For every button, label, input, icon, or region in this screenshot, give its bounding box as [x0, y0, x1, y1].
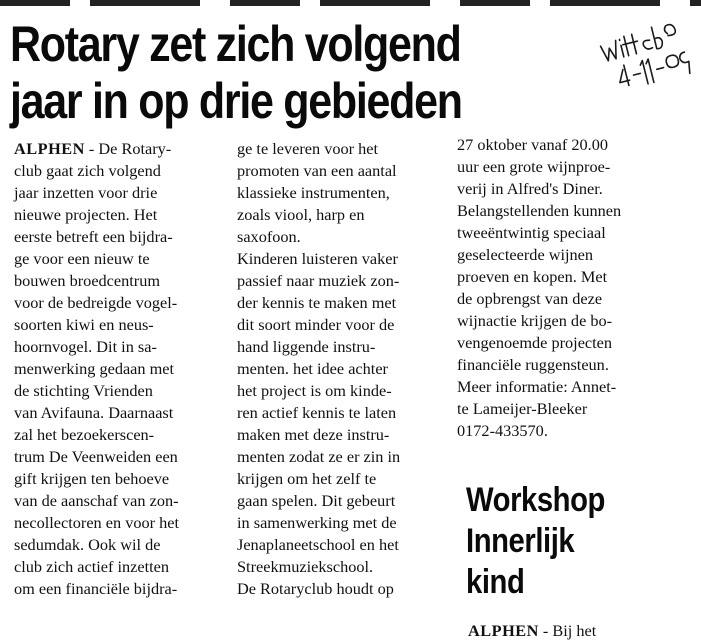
text-line: passief naar muziek zon-	[237, 271, 400, 290]
text-line: club zich actief inzetten	[14, 557, 170, 576]
text-line: in samenwerking met de	[237, 513, 397, 532]
dateline: ALPHEN	[14, 139, 85, 158]
text-line: necollectoren en voor het	[14, 513, 179, 532]
text-line: dit soort minder voor de	[237, 315, 395, 334]
text-line: krijgen om het zelf te	[237, 469, 377, 488]
text-line: hoornvogel. Dit in sa-	[14, 337, 157, 356]
text-line: nieuwe projecten. Het	[14, 205, 158, 224]
text-line: jaar inzetten voor drie	[14, 183, 158, 202]
text-line: saxofoon.	[237, 227, 301, 246]
text-line: de stichting Vrienden	[14, 381, 153, 400]
headline-line: Rotary zet zich volgend	[10, 16, 461, 72]
text-line: zoals viool, harp en	[237, 205, 365, 224]
text-line: wijnactie krijgen de bo-	[457, 311, 613, 330]
text-line: 27 oktober vanaf 20.00	[457, 135, 609, 154]
text-line: De Rotaryclub houdt op	[237, 579, 394, 598]
text-line: - De Rotary-	[84, 139, 172, 158]
text-line: gaan spelen. Dit gebeurt	[237, 491, 396, 510]
text-line: Meer informatie: Annet-	[457, 377, 617, 396]
text-line: menten. het idee achter	[237, 359, 388, 378]
text-line: soorten kiwi en neus-	[14, 315, 154, 334]
text-line: tweeëntwintig speciaal	[457, 223, 606, 242]
text-line: te Lameijer-Bleeker	[457, 399, 588, 418]
text-line: klassieke instrumenten,	[237, 183, 390, 202]
text-line: - Bij het	[538, 621, 597, 640]
page-title	[10, 16, 517, 130]
text-line: promoten van een aantal	[237, 161, 397, 180]
text-line: uur een grote wijnproe-	[457, 157, 611, 176]
text-line: maken met deze instru-	[237, 425, 390, 444]
text-line: het project is om kinde-	[237, 381, 392, 400]
text-line: Kinderen luisteren vaker	[237, 249, 398, 268]
sidebar-headline	[466, 480, 605, 603]
text-line: proeven en kopen. Met	[457, 267, 608, 286]
text-line: 0172-433570.	[457, 421, 548, 440]
text-line: voor de bedreigde vogel-	[14, 293, 178, 312]
text-line: geselecteerde wijnen	[457, 245, 594, 264]
text-line: vengenoemde projecten	[457, 333, 613, 352]
sidebar-headline-line: Innerlijk	[466, 522, 575, 560]
text-line: zal het bezoekerscen-	[14, 425, 155, 444]
text-line: trum De Veenweiden een	[14, 447, 178, 466]
text-line: ge voor een nieuw te	[14, 249, 150, 268]
article-column-3	[457, 134, 687, 442]
text-line: van de aanschaf van zon-	[14, 491, 179, 510]
article-column-1	[14, 138, 226, 600]
text-line: van Avifauna. Daarnaast	[14, 403, 174, 422]
text-line: gift krijgen ten behoeve	[14, 469, 170, 488]
text-line: hand liggende instru-	[237, 337, 376, 356]
sidebar-article-lead	[468, 620, 596, 642]
text-line: Jenaplaneetschool en het	[237, 535, 399, 554]
text-line: club gaat zich volgend	[14, 161, 161, 180]
text-line: menten zodat ze er zin in	[237, 447, 401, 466]
text-line: Belangstellenden kunnen	[457, 201, 622, 220]
text-line: der kennis te maken met	[237, 293, 397, 312]
text-line: verij in Alfred's Diner.	[457, 179, 603, 198]
text-line: eerste betreft een bijdra-	[14, 227, 173, 246]
text-line: sedumdak. Ook wil de	[14, 535, 161, 554]
sidebar-headline-line: Workshop	[466, 481, 605, 519]
sidebar-headline-line: kind	[466, 563, 525, 601]
headline-line: jaar in op drie gebieden	[10, 73, 462, 129]
text-line: bouwen broedcentrum	[14, 271, 161, 290]
handwritten-note	[596, 6, 701, 86]
article-column-2	[237, 138, 449, 600]
text-line: menwerking gedaan met	[14, 359, 175, 378]
text-line: om een financiële bijdra-	[14, 579, 178, 598]
text-line: Streekmuziekschool.	[237, 557, 374, 576]
text-line: financiële ruggensteun.	[457, 355, 609, 374]
text-line: ren actief kennis te laten	[237, 403, 397, 422]
text-line: ge te leveren voor het	[237, 139, 379, 158]
sidebar-dateline: ALPHEN	[468, 621, 539, 640]
text-line: de opbrengst van deze	[457, 289, 603, 308]
